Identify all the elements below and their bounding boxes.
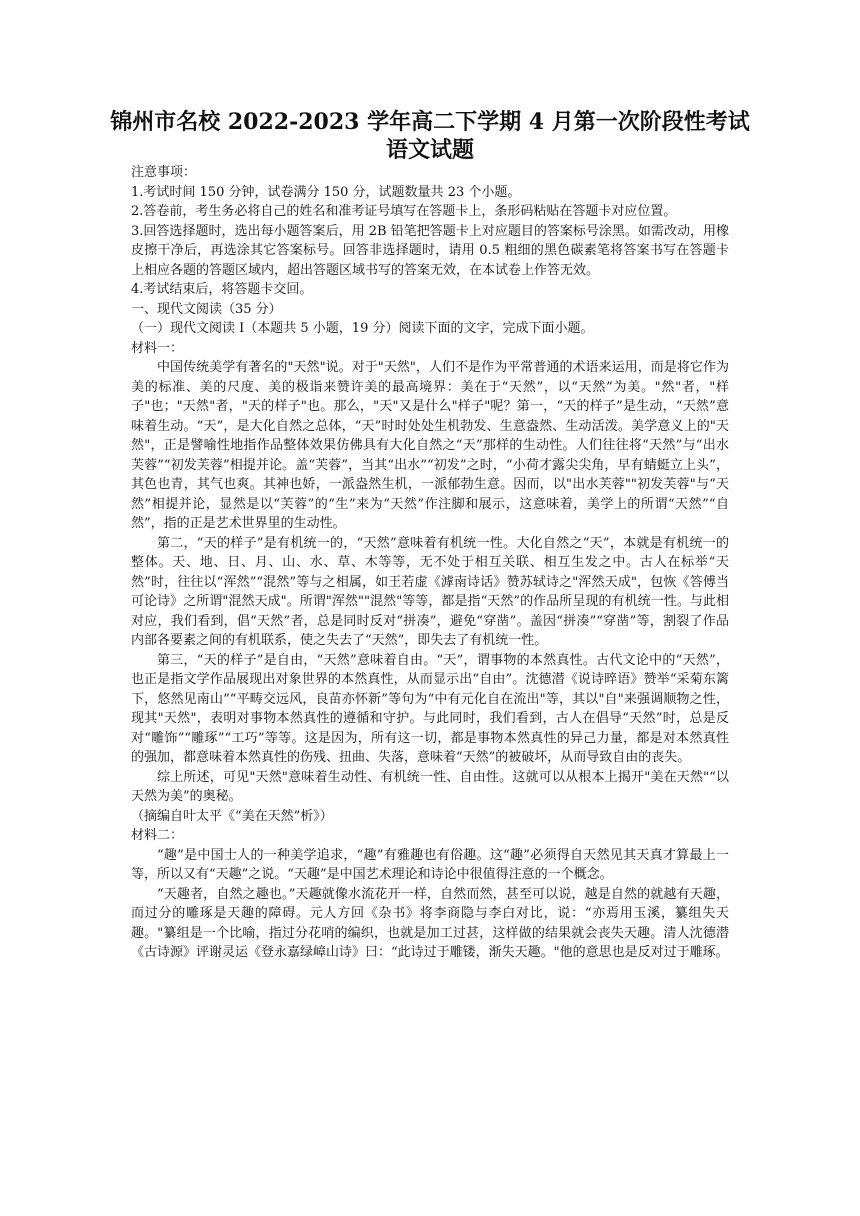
notice-section bbox=[131, 163, 729, 300]
exam-content bbox=[131, 163, 729, 963]
notice-item: 3.回答选择题时，选出每小题答案后，用 2B 铅笔把答题卡上对应题目的答案标号涂黑。如需改动，用橡皮擦干净后，再选涂其它答案标号。回答非选择题时，请用 0.5 粗细的黑色碳素笔将答案书写在答题卡上相应各题的答题区域内，超出答题区域书写的答案无效，在本试卷上作答无效。 bbox=[131, 223, 729, 278]
material-two bbox=[131, 826, 729, 963]
exam-title: 锦州市名校 2022-2023 学年高二下学期 4 月第一次阶段性考试 bbox=[110, 109, 750, 135]
material-label: 材料二： bbox=[131, 828, 184, 843]
exam-subject-title: 语文试题 bbox=[385, 137, 474, 163]
material-paragraph: “天趣者，自然之趣也。”天趣就像水流花开一样，自然而然，甚至可以说，越是自然的就越有天趣，而过分的雕琢是天趣的障碍。元人方回《杂书》将李商隐与李白对比，说：“亦焉用玉溪，纂组失天趣。"纂组是一个比喻，指过分花哨的编织，也就是加工过甚，这样做的结果就会丧失天趣。清人沈德潜《古诗源》评谢灵运《登永嘉绿嶂山诗》曰：“此诗过于雕镂，渐失天趣。"他的意思也是反对过于雕琢。 bbox=[131, 886, 729, 960]
material-paragraph: 中国传统美学有著名的"天然"说。对于"天然"，人们不是作为平常普通的术语来运用，而是将它作为美的标准、美的尺度、美的极诣来赞许美的最高境界：美在于“天然”，以“天然”为美。"然"者，"样子"也；"天然"者，"天的样子"也。那么，"天"又是什么"样子"呢？第一，“天的样子”是生动，“天然”意味着生动。“天”，是大化自然之总体，“天”时时处处生机勃发、生意盎然、生动活泼。美学意义上的"天然"，正是譬喻性地指作品整体效果仿佛具有大化自然之“天”那样的生动性。人们往往将“天然”与“出水芙蓉”“初发芙蓉”相提并论。盖“芙蓉”，当其“出水”“初发”之时，“小荷才露尖尖角，早有蜻蜓立上头”，其色也青，其气也爽。其神也娇，一派盎然生机，一派郁勃生意。因而，以"出水芙蓉""初发芙蓉"与“天然”相提并论，显然是以“芙蓉”的“生”来为“天然”作注脚和展示，这意味着，美学上的所谓“天然”“自然”，指的正是艺术世界里的生动性。 bbox=[131, 360, 729, 531]
material-one bbox=[131, 339, 729, 827]
subsection-heading: （一）现代文阅读 I（本题共 5 小题，19 分）阅读下面的文字，完成下面小题。 bbox=[131, 321, 594, 336]
material-paragraph: 综上所述，可见"天然"意味着生动性、有机统一性、自由性。这就可以从根本上揭开"美在天然"“以天然为美”的奥秘。 bbox=[131, 769, 729, 804]
notice-heading: 注意事项： bbox=[131, 165, 197, 180]
material-paragraph: 第三，“天的样子”是自由，“天然”意味着自由。“天”，谓事物的本然真性。古代文论中的“天然”，也正是指文学作品展现出对象世界的本然真性，从而显示出“自由”。沈德潜《说诗晬语》赞举“采菊东篱下，悠然见南山”“平畴交远风，良苗亦怀新”等句为“中有元化自在流出"等，其以"自"来强调顺物之性，现其"天然"，表明对事物本然真性的遵循和守护。与此同时，我们看到，古人在倡导“天然”时，总是反对“雕饰”“雕琢”“工巧”等等。这是因为，所有这一切，都是事物本然真性的异己力量，都是对本然真性的强加，都意味着本然真性的伤残、扭曲、失落，意味着“天然”的被破坏，从而导致自由的丧失。 bbox=[131, 652, 729, 765]
section-heading: 一、现代文阅读（35 分） bbox=[131, 301, 282, 317]
notice-item: 1.考试时间 150 分钟，试卷满分 150 分，试题数量共 23 个小题。 bbox=[131, 184, 521, 200]
notice-item: 4.考试结束后，将答题卡交回。 bbox=[131, 282, 313, 297]
material-paragraph: “趣”是中国士人的一种美学追求，“趣”有雅趣也有俗趣。这“趣”必须得自天然见其天真才算最上一等，所以又有“天趣”之说。“天趣”是中国艺术理论和诗论中很值得注意的一个概念。 bbox=[131, 847, 729, 882]
material-source: （摘编自叶太平《“美在天然”析》） bbox=[131, 808, 333, 824]
notice-item: 2.答卷前，考生务必将自己的姓名和准考证号填写在答题卡上，条形码粘贴在答题卡对应位置。 bbox=[131, 204, 677, 219]
material-paragraph: 第二，“天的样子”是有机统一的，“天然”意味着有机统一性。大化自然之“天”，本就是有机统一的整体。天、地、日、月、山、水、草、木等等，无不处于相互关联、相互生发之中。古人在标举“天然”时，往往以“浑然”“混然”等与之相属，如王若虚《滹南诗话》赞苏轼诗之"浑然天成"，包恢《答傅当可论诗》之所谓"混然天成"。所谓"浑然""混然"等等，都是指“天然”的作品所呈现的有机统一性。与此相对应，我们看到，倡“天然”者，总是同时反对“拼凑”，避免“穿凿”。盖因“拼凑”“穿凿”等，割裂了作品内部各要素之间的有机联系，使之失去了“天然”，即失去了有机统一性。 bbox=[131, 535, 729, 648]
material-label: 材料一： bbox=[131, 340, 184, 356]
